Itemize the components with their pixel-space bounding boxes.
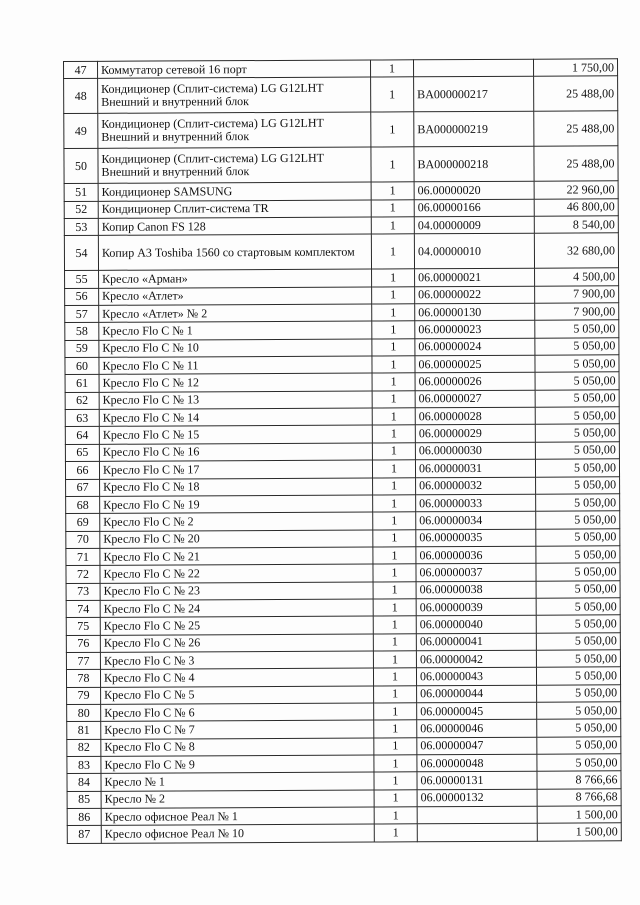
item-quantity: 1 (372, 391, 415, 409)
item-price: 5 050,00 (536, 494, 620, 512)
item-quantity: 1 (374, 703, 417, 721)
item-name: Кресло № 1 (101, 772, 374, 791)
item-price: 5 050,00 (535, 372, 619, 390)
inventory-code: 06.00000046 (417, 720, 537, 738)
item-quantity: 1 (372, 443, 415, 461)
item-quantity: 1 (372, 304, 415, 322)
item-name: Кресло Flo C № 1 (99, 321, 372, 340)
row-number: 59 (65, 340, 99, 358)
item-price: 25 488,00 (534, 76, 618, 111)
item-name: Кресло Flo C № 16 (99, 443, 372, 462)
item-name: Кресло Flo C № 14 (99, 408, 372, 427)
item-quantity: 1 (371, 182, 414, 200)
table-row (64, 76, 618, 114)
item-quantity: 1 (371, 217, 414, 235)
item-name: Кресло Flo C № 18 (100, 477, 373, 496)
item-name: Кондиционер Сплит-система TR (98, 200, 371, 219)
row-number: 63 (65, 409, 99, 427)
item-name: Кресло «Атлет» (99, 287, 372, 306)
item-quantity: 1 (372, 321, 415, 339)
item-name: Кресло Flo C № 10 (99, 339, 372, 358)
item-name: Кресло Flo C № 6 (101, 703, 374, 722)
item-price: 1 750,00 (533, 59, 617, 77)
inventory-code: 06.00000025 (415, 355, 535, 373)
item-quantity: 1 (374, 685, 417, 703)
inventory-code: BA000000217 (414, 77, 534, 113)
item-price: 5 050,00 (535, 459, 619, 477)
item-price: 5 050,00 (536, 632, 620, 650)
item-name: Кресло Flo C № 4 (100, 668, 373, 687)
inventory-code: 06.00000022 (415, 286, 535, 304)
item-name: Кресло Flo C № 22 (100, 564, 373, 583)
inventory-code: BA000000219 (414, 112, 534, 148)
inventory-code: 06.00000029 (415, 425, 535, 443)
item-name: Копир Canon FS 128 (98, 217, 371, 236)
row-number: 49 (64, 114, 98, 149)
inventory-code: 06.00000131 (417, 772, 537, 790)
item-name: Кондиционер (Сплит-система) LG G12LHT Внешний и внутренний блок (98, 147, 371, 183)
inventory-code: 06.00000034 (416, 511, 536, 529)
row-number: 66 (65, 461, 99, 479)
item-name: Кресло № 2 (101, 790, 374, 809)
inventory-code: 06.00000166 (414, 199, 534, 217)
item-price: 5 050,00 (536, 615, 620, 633)
inventory-code: 06.00000032 (416, 477, 536, 495)
item-quantity: 1 (371, 147, 414, 182)
item-price: 5 050,00 (536, 528, 620, 546)
item-quantity: 1 (373, 564, 416, 582)
inventory-code: 06.00000023 (415, 321, 535, 339)
item-name: Кресло Flo C № 21 (100, 547, 373, 566)
inventory-code: 04.00000010 (414, 234, 534, 270)
item-price: 5 050,00 (535, 442, 619, 460)
inventory-code: 06.00000042 (416, 650, 536, 668)
item-price: 5 050,00 (536, 476, 620, 494)
item-quantity: 1 (374, 720, 417, 738)
inventory-table-body (64, 59, 622, 843)
item-quantity: 1 (370, 60, 413, 78)
item-quantity: 1 (371, 234, 414, 269)
item-price: 5 050,00 (536, 511, 620, 529)
inventory-code (417, 824, 537, 842)
row-number: 72 (66, 566, 100, 584)
row-number: 54 (64, 236, 98, 271)
table-row (67, 823, 621, 843)
inventory-code (417, 806, 537, 824)
row-number: 47 (64, 61, 98, 79)
item-quantity: 1 (372, 356, 415, 374)
item-name: Кресло Flo C № 20 (100, 530, 373, 549)
item-price: 5 050,00 (537, 684, 621, 702)
item-quantity: 1 (373, 547, 416, 565)
item-name: Кресло Flo C № 24 (100, 599, 373, 618)
item-name: Кресло Flo C № 7 (101, 720, 374, 739)
row-number: 75 (66, 618, 100, 636)
item-price: 5 050,00 (535, 424, 619, 442)
inventory-code: 06.00000021 (415, 269, 535, 287)
item-price: 7 900,00 (535, 286, 619, 304)
inventory-code: 06.00000044 (417, 685, 537, 703)
inventory-code (413, 59, 533, 77)
item-quantity: 1 (371, 112, 414, 147)
item-quantity: 1 (374, 755, 417, 773)
inventory-code: 06.00000043 (416, 667, 536, 685)
item-price: 5 050,00 (536, 667, 620, 685)
row-number: 82 (67, 739, 101, 757)
inventory-code: 06.00000045 (417, 702, 537, 720)
item-name: Кондиционер (Сплит-система) LG G12LHT Внешний и внутренний блок (98, 112, 371, 148)
inventory-code: 06.00000132 (417, 789, 537, 807)
item-name: Кресло Flo C № 2 (100, 512, 373, 531)
item-price: 7 900,00 (535, 303, 619, 321)
row-number: 85 (67, 791, 101, 809)
inventory-code: 06.00000039 (416, 598, 536, 616)
item-price: 5 050,00 (537, 702, 621, 720)
item-price: 5 050,00 (537, 719, 621, 737)
item-name: Кресло Flo C № 13 (99, 391, 372, 410)
row-number: 74 (66, 600, 100, 618)
inventory-code: 06.00000020 (414, 182, 534, 200)
row-number: 71 (66, 548, 100, 566)
row-number: 73 (66, 583, 100, 601)
item-quantity: 1 (373, 477, 416, 495)
inventory-code: 06.00000047 (417, 737, 537, 755)
item-price: 5 050,00 (536, 563, 620, 581)
item-quantity: 1 (371, 199, 414, 217)
item-name: Кресло Flo C № 8 (101, 738, 374, 757)
item-name: Кресло Flo C № 3 (100, 651, 373, 670)
row-number: 52 (64, 201, 98, 219)
row-number: 61 (65, 375, 99, 393)
item-quantity: 1 (373, 651, 416, 669)
row-number: 83 (67, 756, 101, 774)
item-quantity: 1 (373, 668, 416, 686)
item-name: Кресло Flo C № 5 (101, 686, 374, 705)
row-number: 68 (66, 496, 100, 514)
item-name: Коммутатор сетевой 16 порт (98, 60, 371, 79)
item-quantity: 1 (371, 77, 414, 112)
table-row (64, 111, 618, 149)
table-row (64, 146, 618, 184)
row-number: 53 (64, 218, 98, 236)
row-number: 78 (66, 670, 100, 688)
row-number: 50 (64, 149, 98, 184)
row-number: 55 (65, 271, 99, 289)
item-price: 5 050,00 (535, 390, 619, 408)
row-number: 67 (66, 479, 100, 497)
item-name: Кресло Flo C № 15 (99, 425, 372, 444)
item-name: Кресло Flo C № 25 (100, 616, 373, 635)
row-number: 64 (65, 427, 99, 445)
item-quantity: 1 (373, 616, 416, 634)
inventory-code: 06.00000024 (415, 338, 535, 356)
item-price: 46 800,00 (534, 198, 618, 216)
row-number: 58 (65, 323, 99, 341)
item-quantity: 1 (374, 772, 417, 790)
inventory-code: 06.00000130 (415, 303, 535, 321)
row-number: 80 (67, 704, 101, 722)
item-quantity: 1 (372, 373, 415, 391)
item-quantity: 1 (374, 789, 417, 807)
item-name: Кондиционер SAMSUNG (98, 182, 371, 201)
inventory-code: 04.00000009 (414, 216, 534, 234)
inventory-code: 06.00000036 (416, 546, 536, 564)
row-number: 76 (66, 635, 100, 653)
item-quantity: 1 (373, 599, 416, 617)
row-number: 65 (65, 444, 99, 462)
row-number: 56 (65, 288, 99, 306)
item-quantity: 1 (373, 633, 416, 651)
item-price: 32 680,00 (534, 233, 618, 268)
row-number: 48 (64, 79, 98, 114)
item-name: Кресло «Арман» (99, 269, 372, 288)
item-quantity: 1 (372, 460, 415, 478)
inventory-table (63, 58, 622, 843)
row-number: 87 (67, 826, 101, 844)
row-number: 69 (66, 514, 100, 532)
item-quantity: 1 (374, 824, 417, 842)
row-number: 60 (65, 357, 99, 375)
item-name: Кресло Flo C № 12 (99, 373, 372, 392)
item-price: 1 500,00 (537, 806, 621, 824)
row-number: 79 (67, 687, 101, 705)
item-price: 4 500,00 (535, 268, 619, 286)
inventory-code: 06.00000028 (415, 407, 535, 425)
inventory-code: 06.00000037 (416, 563, 536, 581)
inventory-code: 06.00000048 (417, 754, 537, 772)
inventory-code: 06.00000035 (416, 529, 536, 547)
item-quantity: 1 (372, 408, 415, 426)
item-quantity: 1 (372, 339, 415, 357)
item-price: 1 500,00 (537, 823, 621, 841)
row-number: 84 (67, 774, 101, 792)
item-price: 5 050,00 (535, 320, 619, 338)
item-price: 5 050,00 (535, 338, 619, 356)
item-quantity: 1 (373, 495, 416, 513)
item-price: 5 050,00 (536, 580, 620, 598)
inventory-code: 06.00000026 (415, 373, 535, 391)
item-name: Кондиционер (Сплит-система) LG G12LHT Внешний и внутренний блок (98, 77, 371, 113)
inventory-code: 06.00000041 (416, 633, 536, 651)
item-price: 8 766,68 (537, 788, 621, 806)
item-price: 5 050,00 (536, 546, 620, 564)
item-name: Кресло «Атлет» № 2 (99, 304, 372, 323)
item-quantity: 1 (372, 269, 415, 287)
item-name: Кресло Flo C № 19 (100, 495, 373, 514)
inventory-code: 06.00000033 (416, 494, 536, 512)
item-price: 5 050,00 (537, 736, 621, 754)
item-quantity: 1 (373, 512, 416, 530)
inventory-code: 06.00000030 (415, 442, 535, 460)
item-quantity: 1 (372, 425, 415, 443)
item-price: 22 960,00 (534, 181, 618, 199)
item-name: Кресло Flo C № 26 (100, 634, 373, 653)
item-name: Кресло Flo C № 17 (99, 460, 372, 479)
item-name: Кресло Flo C № 11 (99, 356, 372, 375)
table-row (64, 233, 618, 271)
row-number: 57 (65, 305, 99, 323)
row-number: 86 (67, 808, 101, 826)
item-price: 8 540,00 (534, 216, 618, 234)
item-name: Кресло Flo C № 9 (101, 755, 374, 774)
inventory-code: 06.00000040 (416, 615, 536, 633)
item-quantity: 1 (374, 737, 417, 755)
item-price: 5 050,00 (535, 407, 619, 425)
item-name: Кресло офисное Реал № 1 (101, 807, 374, 826)
item-price: 5 050,00 (537, 754, 621, 772)
inventory-code: 06.00000038 (416, 581, 536, 599)
row-number: 81 (67, 722, 101, 740)
item-price: 5 050,00 (535, 355, 619, 373)
item-name: Копир А3 Toshiba 1560 со стартовым комплектом (98, 234, 371, 270)
item-name: Кресло офисное Реал № 10 (101, 824, 374, 843)
row-number: 70 (66, 531, 100, 549)
row-number: 77 (66, 652, 100, 670)
item-price: 25 488,00 (534, 146, 618, 181)
item-price: 8 766,66 (537, 771, 621, 789)
item-quantity: 1 (374, 807, 417, 825)
inventory-code: 06.00000031 (415, 459, 535, 477)
item-quantity: 1 (373, 581, 416, 599)
item-price: 25 488,00 (534, 111, 618, 146)
row-number: 51 (64, 184, 98, 202)
inventory-code: BA000000218 (414, 147, 534, 183)
inventory-code: 06.00000027 (415, 390, 535, 408)
item-price: 5 050,00 (536, 650, 620, 668)
item-quantity: 1 (373, 529, 416, 547)
item-quantity: 1 (372, 287, 415, 305)
item-price: 5 050,00 (536, 598, 620, 616)
row-number: 62 (65, 392, 99, 410)
item-name: Кресло Flo C № 23 (100, 582, 373, 601)
